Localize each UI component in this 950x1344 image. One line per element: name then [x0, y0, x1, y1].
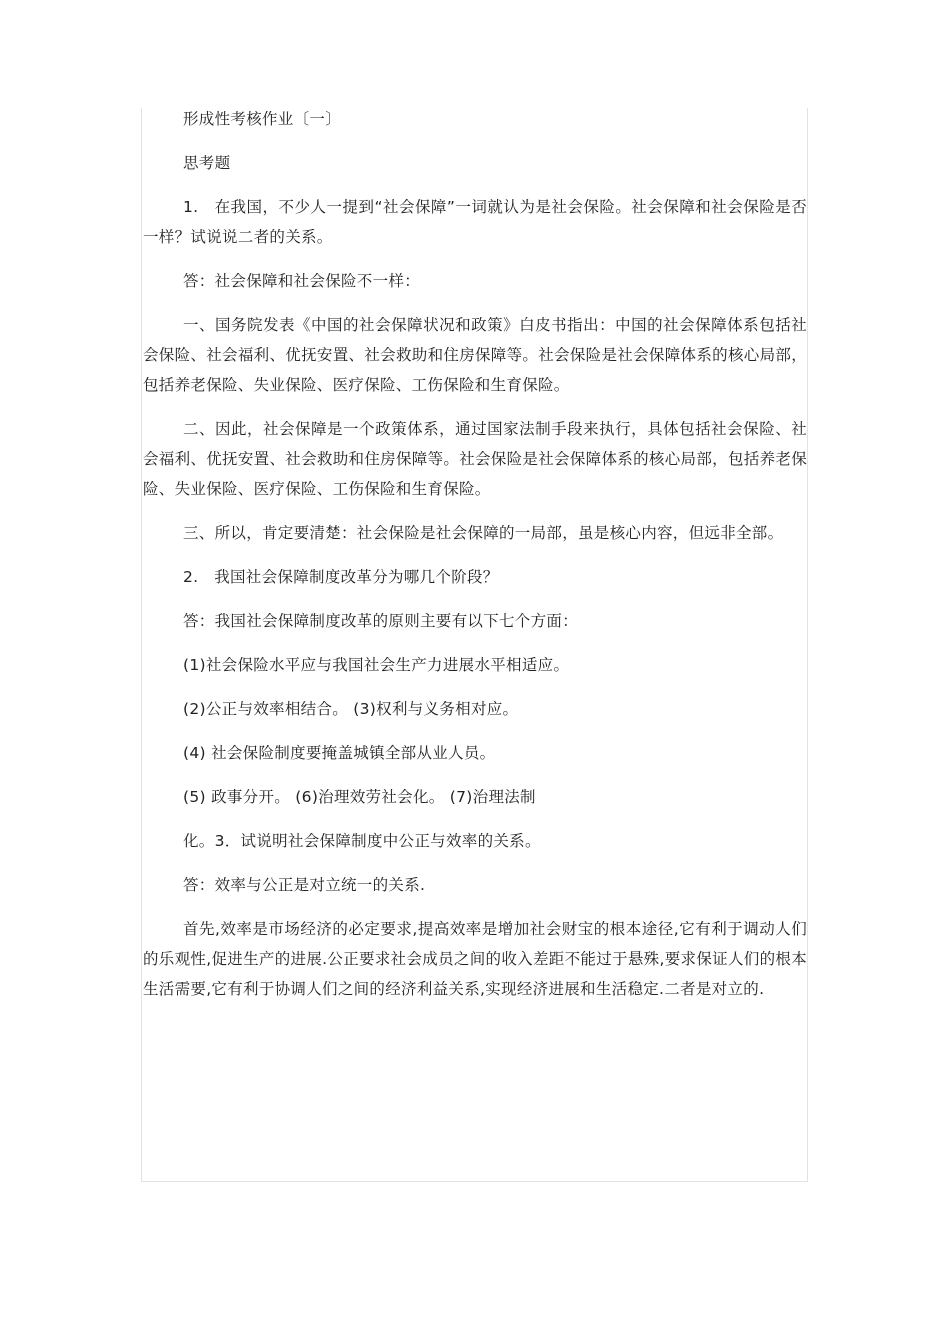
- answer-2-item-1: (1)社会保险水平应与我国社会生产力进展水平相适应。: [183, 656, 570, 674]
- answer-1-point-2: 二、因此，社会保障是一个政策体系，通过国家法制手段来执行，具体包括社会保险、社会福利、优抚安置、社会救助和住房保障等。社会保险是社会保障体系的核心局部，包括养老保险、失业保险、医疗保险、工伤保险和生育保险。: [143, 420, 807, 498]
- document-title: 形成性考核作业〔一〕: [183, 110, 342, 128]
- question-1: 1. 在我国，不少人一提到“社会保障”一词就认为是社会保险。社会保障和社会保险是否一样？试说说二者的关系。: [143, 198, 807, 246]
- document-body: [143, 104, 807, 1018]
- answer-3-intro: 答：效率与公正是对立统一的关系.: [183, 876, 426, 894]
- answer-2-item-2-3: (2)公正与效率相结合。 (3)权利与义务相对应。: [183, 700, 519, 718]
- question-3: 化。3．试说明社会保障制度中公正与效率的关系。: [183, 832, 541, 850]
- answer-3-body: 首先,效率是市场经济的必定要求,提高效率是增加社会财宝的根本途径,它有利于调动人们的乐观性,促进生产的进展.公正要求社会成员之间的收入差距不能过于悬殊,要求保证人们的根本生活需要,它有利于协调人们之间的经济利益关系,实现经济进展和生活稳定.二者是对立的.: [143, 920, 807, 998]
- answer-2-item-4: (4) 社会保险制度要掩盖城镇全部从业人员。: [183, 744, 496, 762]
- answer-2-intro: 答：我国社会保障制度改革的原则主要有以下七个方面：: [183, 612, 579, 630]
- document-subtitle: 思考题: [183, 154, 231, 172]
- answer-1-intro: 答：社会保障和社会保险不一样：: [183, 272, 421, 290]
- answer-2-item-5-7: (5) 政事分开。 (6)治理效劳社会化。 (7)治理法制: [183, 788, 536, 806]
- question-2: 2. 我国社会保障制度改革分为哪几个阶段？: [183, 568, 499, 586]
- answer-1-point-3: 三、所以，肯定要清楚：社会保险是社会保障的一局部，虽是核心内容，但远非全部。: [183, 524, 784, 542]
- answer-1-point-1: 一、国务院发表《中国的社会保障状况和政策》白皮书指出：中国的社会保障体系包括社会保险、社会福利、优抚安置、社会救助和住房保障等。社会保险是社会保障体系的核心局部，包括养老保险、失业保险、医疗保险、工伤保险和生育保险。: [143, 316, 807, 394]
